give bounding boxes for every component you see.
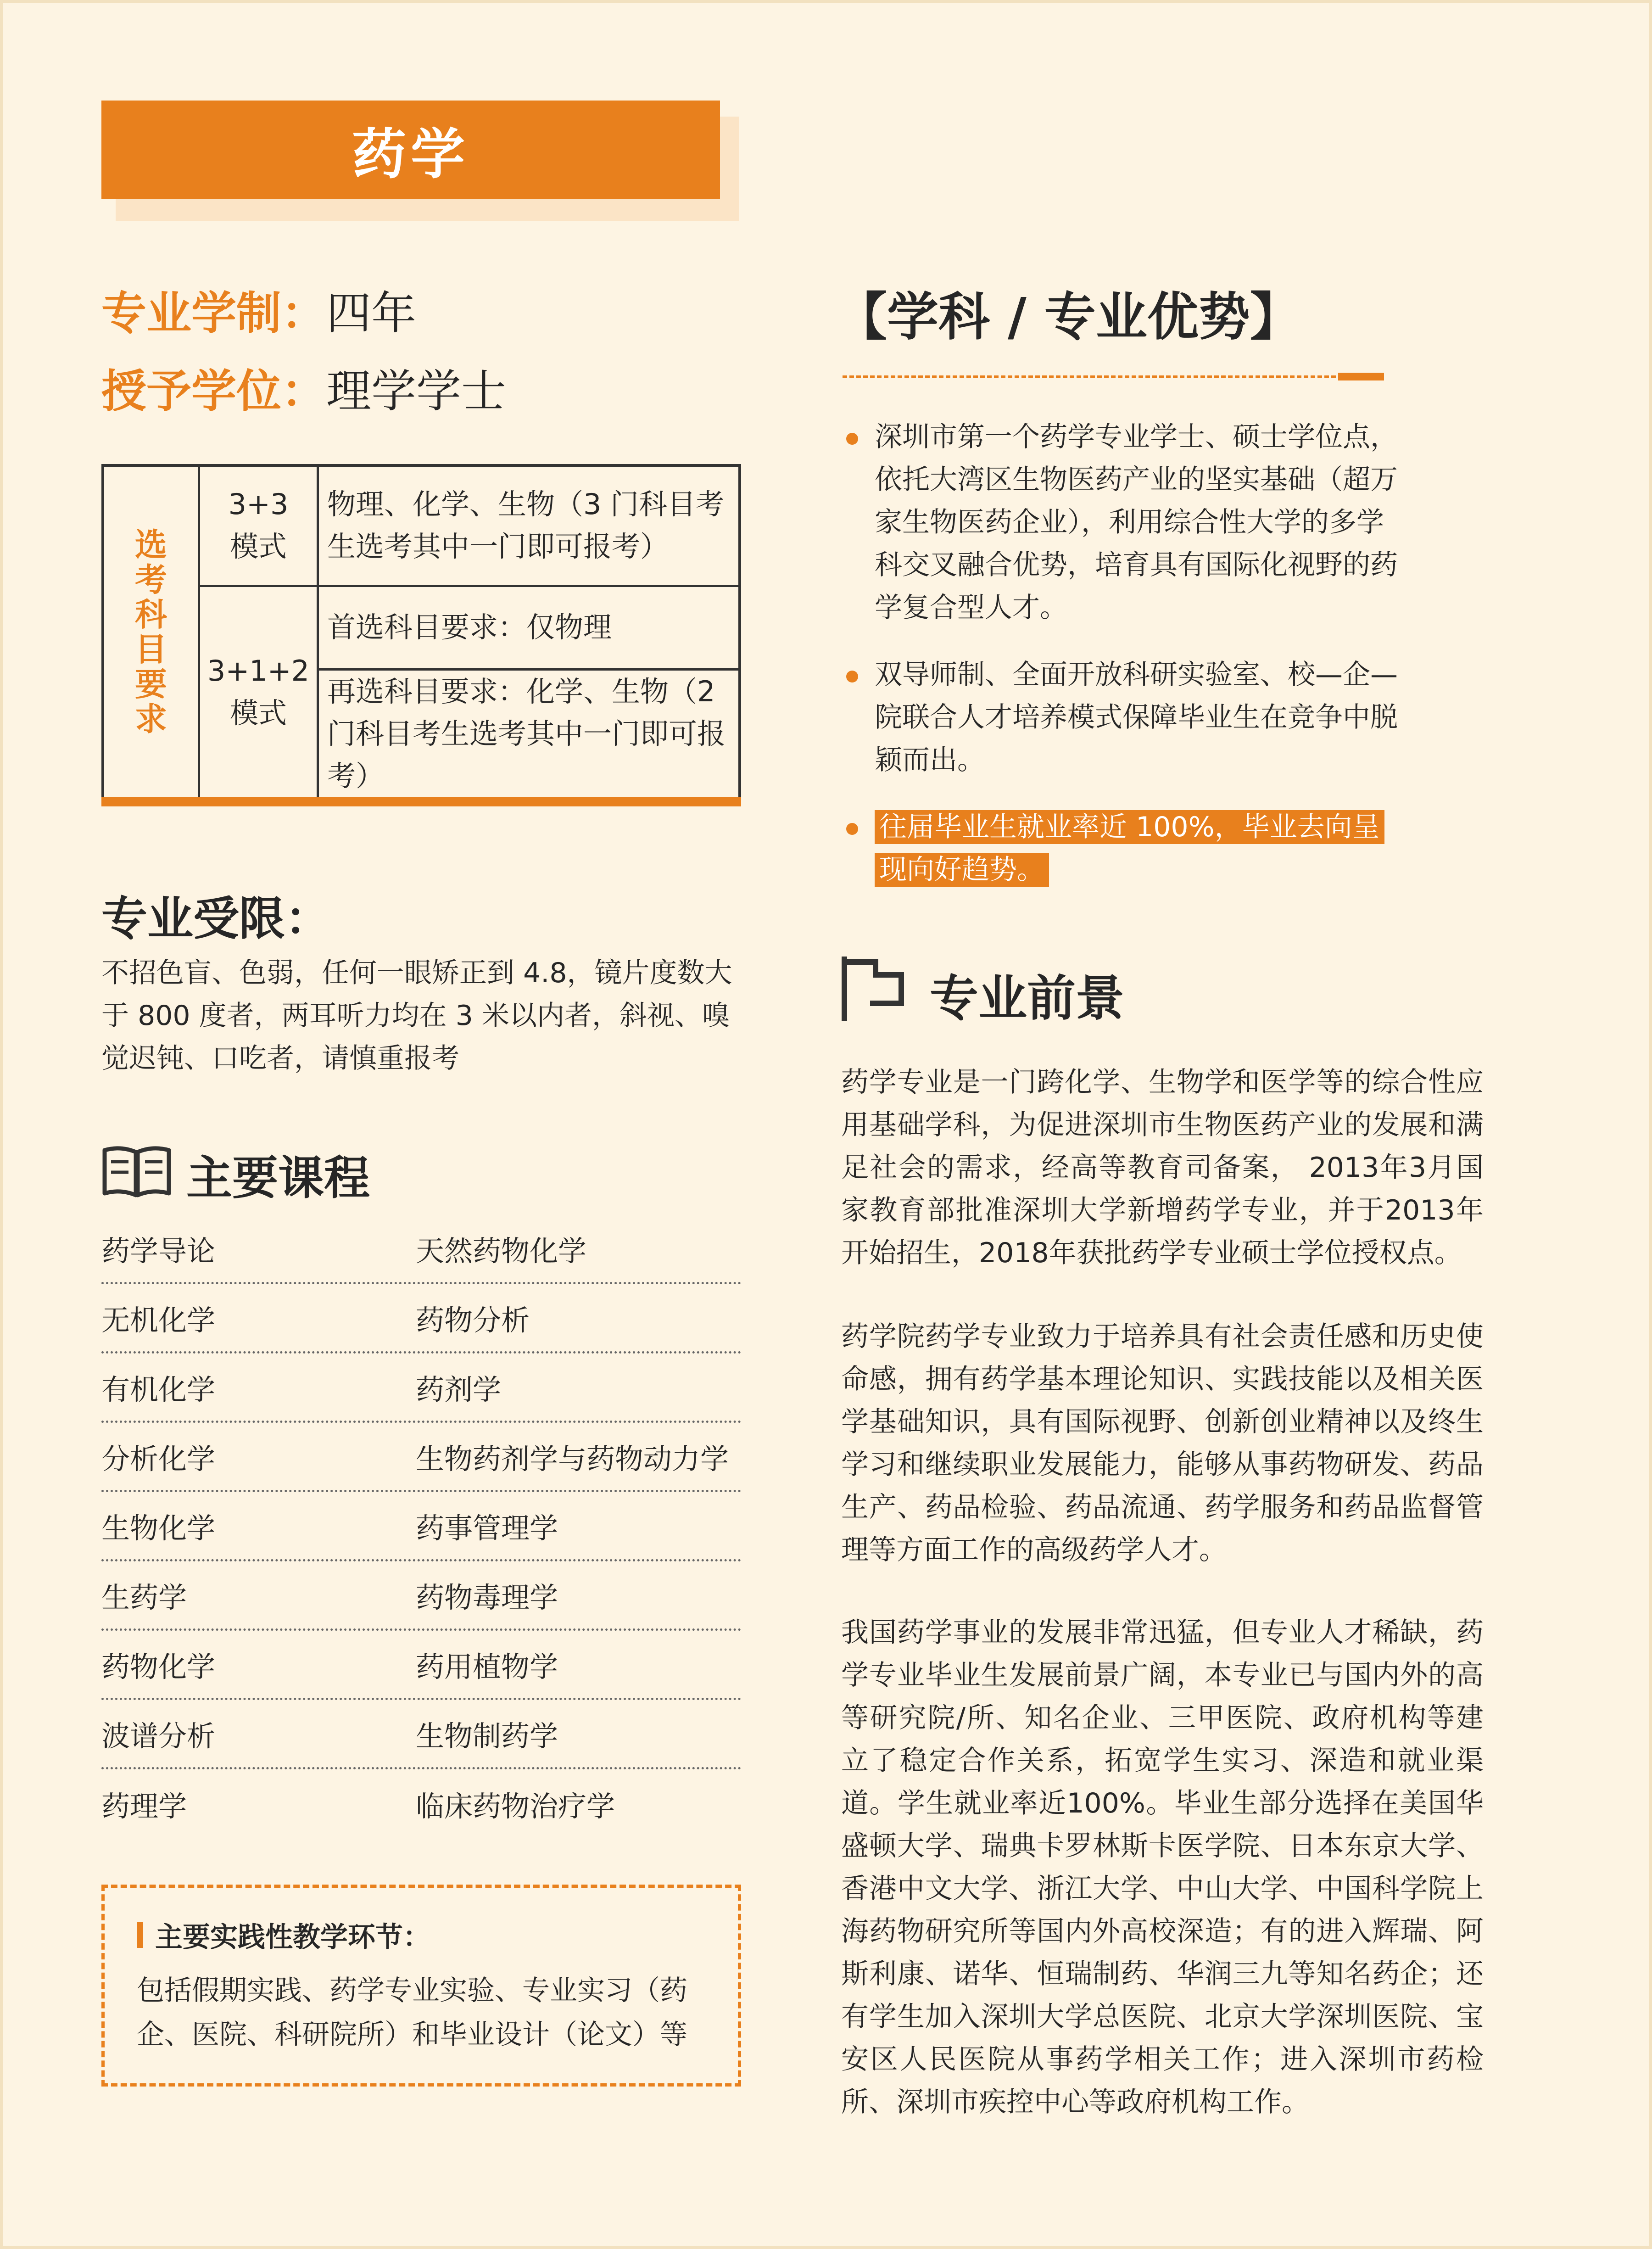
duration-value: 四年 — [326, 287, 417, 340]
degree-label: 授予学位： — [101, 365, 327, 418]
side-char: 科 — [135, 595, 167, 633]
advantage-text-highlight-wrap — [875, 806, 1406, 891]
course-name: 药剂学 — [416, 1372, 502, 1406]
course-name: 生物药剂学与药物动力学 — [416, 1442, 729, 1476]
course-name: 药学导论 — [101, 1234, 216, 1268]
course-name: 生物化学 — [101, 1511, 216, 1545]
degree-value: 理学学士 — [326, 365, 507, 418]
advantage-text-highlight: 往届毕业生就业率近 100%，毕业去向呈现向好趋势。 — [875, 810, 1384, 887]
prospect-paragraph: 我国药学事业的发展非常迅猛，但专业人才稀缺，药学专业毕业生发展前景广阔，本专业已与国内外的高等研究院/所、知名企业、三甲医院、政府机构等建立了稳定合作关系，拓宽学生实习、深造和就业渠道。学生就业率近100%。毕业生部分选择在美国华盛顿大学、瑞典卡罗林斯卡医学院、日本东京大学、香港中文大学、浙江大学、中山大学、中国科学院上海药物研究所等国内外高校深造；有的进入辉瑞、阿斯利康、诺华、恒瑞制药、华润三九等知名药企；还有学生加入深圳大学总医院、北京大学深圳医院、宝安区人民医院从事药学相关工作；进入深圳市药检所、深圳市疾控中心等政府机构工作。 — [841, 1617, 1484, 2118]
requirement-side-label — [103, 465, 199, 802]
mode-3-1-2-suffix: 模式 — [229, 696, 287, 730]
course-name: 波谱分析 — [101, 1719, 216, 1753]
courses-heading: 主要课程 — [186, 1151, 370, 1205]
side-char: 考 — [135, 560, 167, 599]
practice-title-row — [137, 1915, 706, 1955]
dot-icon — [846, 823, 858, 835]
duration-label: 专业学制： — [101, 287, 327, 340]
prospect-paragraph: 药学专业是一门跨化学、生物学和医学等的综合性应用基础学科，为促进深圳市生物医药产业的发展和满足社会的需求，经高等教育司备案， 2013年3月国家教育部批准深圳大学新增药学专业，并于2013年开始招生，2018年获批药学专业硕士学位授权点。 — [841, 1066, 1484, 1269]
side-char: 要 — [135, 665, 167, 703]
restriction-text: 不招色盲、色弱，任何一眼矫正到 4.8，镜片度数大于 800 度者，两耳听力均在 3 米以内者，斜视、嗅觉迟钝、口吃者，请慎重报考 — [101, 957, 732, 1074]
advantages-divider-accent — [1338, 373, 1384, 380]
side-char: 选 — [135, 526, 167, 564]
course-row — [101, 1700, 741, 1769]
advantage-item — [846, 416, 1406, 629]
prospect-paragraph: 药学院药学专业致力于培养具有社会责任感和历史使命感，拥有药学基本理论知识、实践技能以及相关医学基础知识，具有国际视野、创新创业精神以及终生学习和继续职业发展能力，能够从事药物研发、药品生产、药品检验、药品流通、药学服务和药品监督管理等方面工作的高级药学人才。 — [841, 1320, 1484, 1566]
mode-3-1-2-first: 首选科目要求：仅物理 — [318, 586, 740, 669]
course-name: 药物毒理学 — [416, 1580, 558, 1614]
advantage-text: 深圳市第一个药学专业学士、硕士学位点，依托大湾区生物医药产业的坚实基础（超万家生物医药企业），利用综合性大学的多学科交叉融合优势，培育具有国际化视野的药学复合型人才。 — [875, 421, 1398, 624]
restriction-heading: 专业受限： — [101, 892, 331, 945]
mode-3-3-name: 3+3 — [228, 487, 289, 521]
advantages-heading: 【学科 / 专业优势】 — [836, 287, 1301, 347]
mode-3-3-suffix: 模式 — [229, 530, 287, 564]
mode-3-3 — [199, 465, 318, 586]
course-row — [101, 1354, 741, 1423]
advantages-divider — [843, 375, 1384, 378]
mode-3-1-2 — [199, 586, 318, 802]
practice-marker — [137, 1922, 143, 1948]
practice-text: 包括假期实践、药学专业实验、专业实习（药企、医院、科研院所）和毕业设计（论文）等 — [137, 1975, 687, 2051]
course-row — [101, 1215, 741, 1284]
mode-3-3-text: 物理、化学、生物（3 门科目考生选考其中一门即可报考） — [318, 465, 740, 586]
course-row — [101, 1492, 741, 1561]
course-name: 分析化学 — [101, 1442, 216, 1476]
course-name: 药事管理学 — [416, 1511, 558, 1545]
practice-box — [101, 1885, 741, 2087]
prospect-heading: 专业前景 — [930, 970, 1124, 1027]
open-book-icon — [100, 1141, 173, 1201]
course-row — [101, 1561, 741, 1631]
course-name: 有机化学 — [101, 1372, 216, 1406]
degree-line — [101, 362, 506, 421]
course-name: 生物制药学 — [416, 1719, 558, 1753]
course-name: 药物化学 — [101, 1650, 216, 1684]
advantage-text: 双导师制、全面开放科研实验室、校—企—院联合人才培养模式保障毕业生在竞争中脱颖而出。 — [875, 659, 1398, 776]
course-name: 生药学 — [101, 1580, 187, 1614]
course-row — [101, 1423, 741, 1492]
dot-icon — [846, 671, 858, 683]
course-name: 临床药物治疗学 — [416, 1790, 615, 1823]
mode-3-1-2-second: 再选科目要求：化学、生物（2 门科目考生选考其中一门即可报考） — [318, 669, 740, 802]
course-row — [101, 1769, 741, 1839]
advantage-item — [846, 654, 1406, 782]
course-name: 无机化学 — [101, 1303, 216, 1337]
flag-icon — [839, 954, 908, 1023]
title-banner — [101, 101, 720, 199]
course-name: 药物分析 — [416, 1303, 530, 1337]
side-char: 目 — [135, 630, 167, 668]
practice-title: 主要实践性教学环节： — [155, 1921, 430, 1953]
advantage-item — [846, 806, 1406, 891]
mode-3-1-2-name: 3+1+2 — [207, 654, 310, 688]
course-name: 天然药物化学 — [416, 1234, 587, 1268]
course-row — [101, 1284, 741, 1354]
course-row — [101, 1631, 741, 1700]
subject-requirement-table — [101, 464, 741, 806]
dot-icon — [846, 433, 858, 445]
duration-line — [101, 284, 416, 343]
page-title: 药学 — [352, 123, 469, 186]
side-char: 求 — [135, 700, 167, 738]
course-name: 药理学 — [101, 1790, 187, 1823]
course-name: 药用植物学 — [416, 1650, 558, 1684]
